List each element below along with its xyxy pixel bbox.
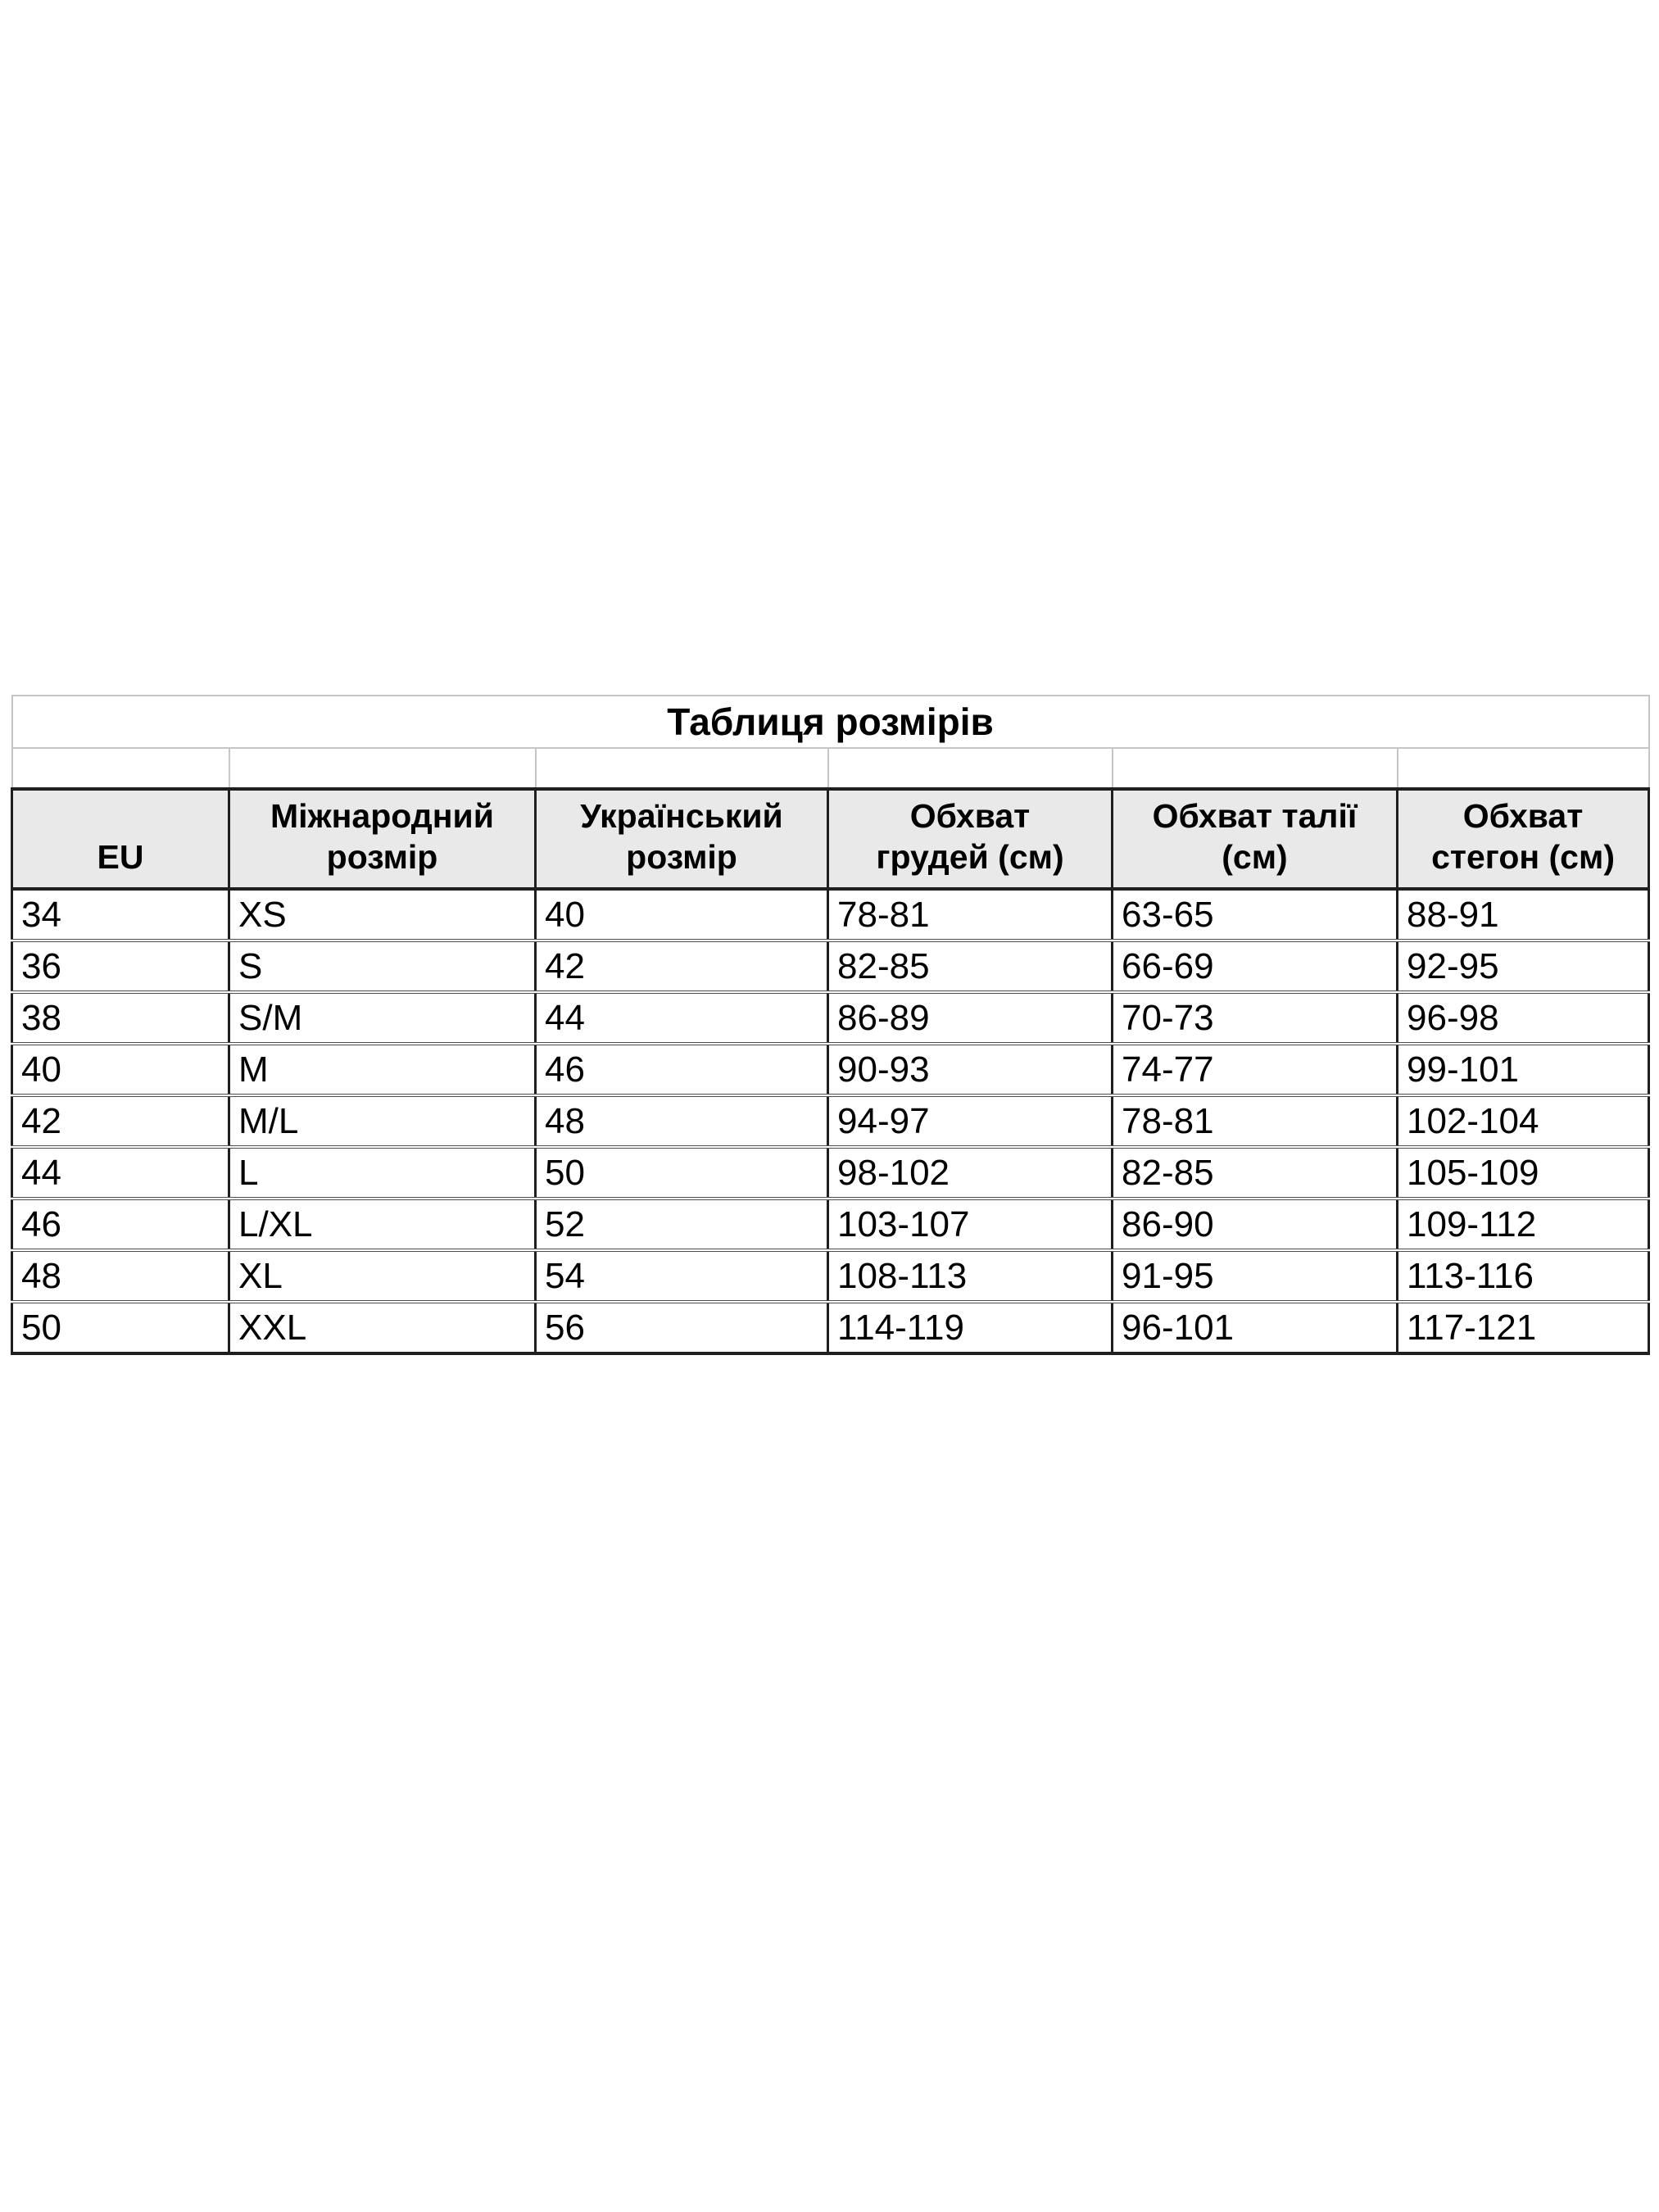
cell-waist-cm: 91-95 [1113, 1250, 1398, 1302]
cell-international-size: S [229, 941, 536, 992]
column-header-international-size [229, 789, 536, 889]
cell-waist-cm: 74-77 [1113, 1044, 1398, 1095]
header-line: стегон (см) [1431, 838, 1615, 877]
cell-ukrainian-size: 46 [536, 1044, 828, 1095]
table-row [12, 1147, 1649, 1199]
column-header-eu [12, 789, 229, 889]
header-line: Обхват [1462, 797, 1584, 835]
cell-hips-cm: 117-121 [1398, 1302, 1649, 1353]
table-title: Таблиця розмірів [12, 696, 1649, 748]
cell-waist-cm: 63-65 [1113, 889, 1398, 941]
cell-waist-cm: 96-101 [1113, 1302, 1398, 1353]
header-line: Український [580, 797, 783, 835]
cell-chest-cm: 82-85 [828, 941, 1113, 992]
table-row [12, 941, 1649, 992]
cell-waist-cm: 86-90 [1113, 1199, 1398, 1250]
cell-ukrainian-size: 50 [536, 1147, 828, 1199]
cell-eu: 50 [12, 1302, 229, 1353]
cell-waist-cm: 66-69 [1113, 941, 1398, 992]
header-line: розмір [326, 838, 438, 877]
cell-international-size: M/L [229, 1095, 536, 1147]
cell-eu: 44 [12, 1147, 229, 1199]
cell-hips-cm: 99-101 [1398, 1044, 1649, 1095]
spacer-cell [12, 748, 229, 789]
size-chart-table [11, 695, 1650, 1355]
cell-chest-cm: 114-119 [828, 1302, 1113, 1353]
cell-hips-cm: 105-109 [1398, 1147, 1649, 1199]
spacer-cell [536, 748, 828, 789]
spacer-cell [1113, 748, 1398, 789]
column-header-ukrainian-size [536, 789, 828, 889]
cell-eu: 40 [12, 1044, 229, 1095]
column-header-hips-cm [1398, 789, 1649, 889]
cell-ukrainian-size: 54 [536, 1250, 828, 1302]
cell-waist-cm: 82-85 [1113, 1147, 1398, 1199]
cell-ukrainian-size: 42 [536, 941, 828, 992]
cell-international-size: M [229, 1044, 536, 1095]
cell-ukrainian-size: 44 [536, 992, 828, 1044]
cell-chest-cm: 86-89 [828, 992, 1113, 1044]
cell-chest-cm: 103-107 [828, 1199, 1113, 1250]
cell-hips-cm: 113-116 [1398, 1250, 1649, 1302]
cell-international-size: XS [229, 889, 536, 941]
header-line: розмір [626, 838, 737, 877]
table-row [12, 889, 1649, 941]
cell-ukrainian-size: 48 [536, 1095, 828, 1147]
cell-hips-cm: 109-112 [1398, 1199, 1649, 1250]
header-row [12, 789, 1649, 889]
cell-chest-cm: 94-97 [828, 1095, 1113, 1147]
table-row [12, 1095, 1649, 1147]
cell-international-size: L [229, 1147, 536, 1199]
cell-eu: 36 [12, 941, 229, 992]
header-line: (см) [1222, 838, 1288, 877]
cell-chest-cm: 108-113 [828, 1250, 1113, 1302]
table-row [12, 1044, 1649, 1095]
cell-ukrainian-size: 56 [536, 1302, 828, 1353]
cell-hips-cm: 96-98 [1398, 992, 1649, 1044]
cell-waist-cm: 70-73 [1113, 992, 1398, 1044]
spacer-row [12, 748, 1649, 789]
cell-eu: 38 [12, 992, 229, 1044]
header-line: Обхват талії [1152, 797, 1358, 835]
table-row [12, 992, 1649, 1044]
cell-eu: 48 [12, 1250, 229, 1302]
header-line: EU [97, 838, 144, 877]
table-row [12, 1199, 1649, 1250]
cell-chest-cm: 90-93 [828, 1044, 1113, 1095]
header-line: грудей (см) [876, 838, 1064, 877]
cell-eu: 46 [12, 1199, 229, 1250]
cell-international-size: L/XL [229, 1199, 536, 1250]
cell-ukrainian-size: 40 [536, 889, 828, 941]
column-header-waist-cm [1113, 789, 1398, 889]
cell-chest-cm: 78-81 [828, 889, 1113, 941]
cell-chest-cm: 98-102 [828, 1147, 1113, 1199]
spacer-cell [229, 748, 536, 789]
cell-eu: 42 [12, 1095, 229, 1147]
cell-ukrainian-size: 52 [536, 1199, 828, 1250]
header-line: Обхват [909, 797, 1031, 835]
cell-hips-cm: 92-95 [1398, 941, 1649, 992]
cell-eu: 34 [12, 889, 229, 941]
cell-hips-cm: 102-104 [1398, 1095, 1649, 1147]
header-line: Міжнародний [270, 797, 494, 835]
cell-international-size: S/M [229, 992, 536, 1044]
cell-international-size: XL [229, 1250, 536, 1302]
table-row [12, 1250, 1649, 1302]
spacer-cell [828, 748, 1113, 789]
cell-waist-cm: 78-81 [1113, 1095, 1398, 1147]
table-title-row [12, 696, 1649, 748]
column-header-chest-cm [828, 789, 1113, 889]
cell-hips-cm: 88-91 [1398, 889, 1649, 941]
spacer-cell [1398, 748, 1649, 789]
cell-international-size: XXL [229, 1302, 536, 1353]
table-row [12, 1302, 1649, 1353]
